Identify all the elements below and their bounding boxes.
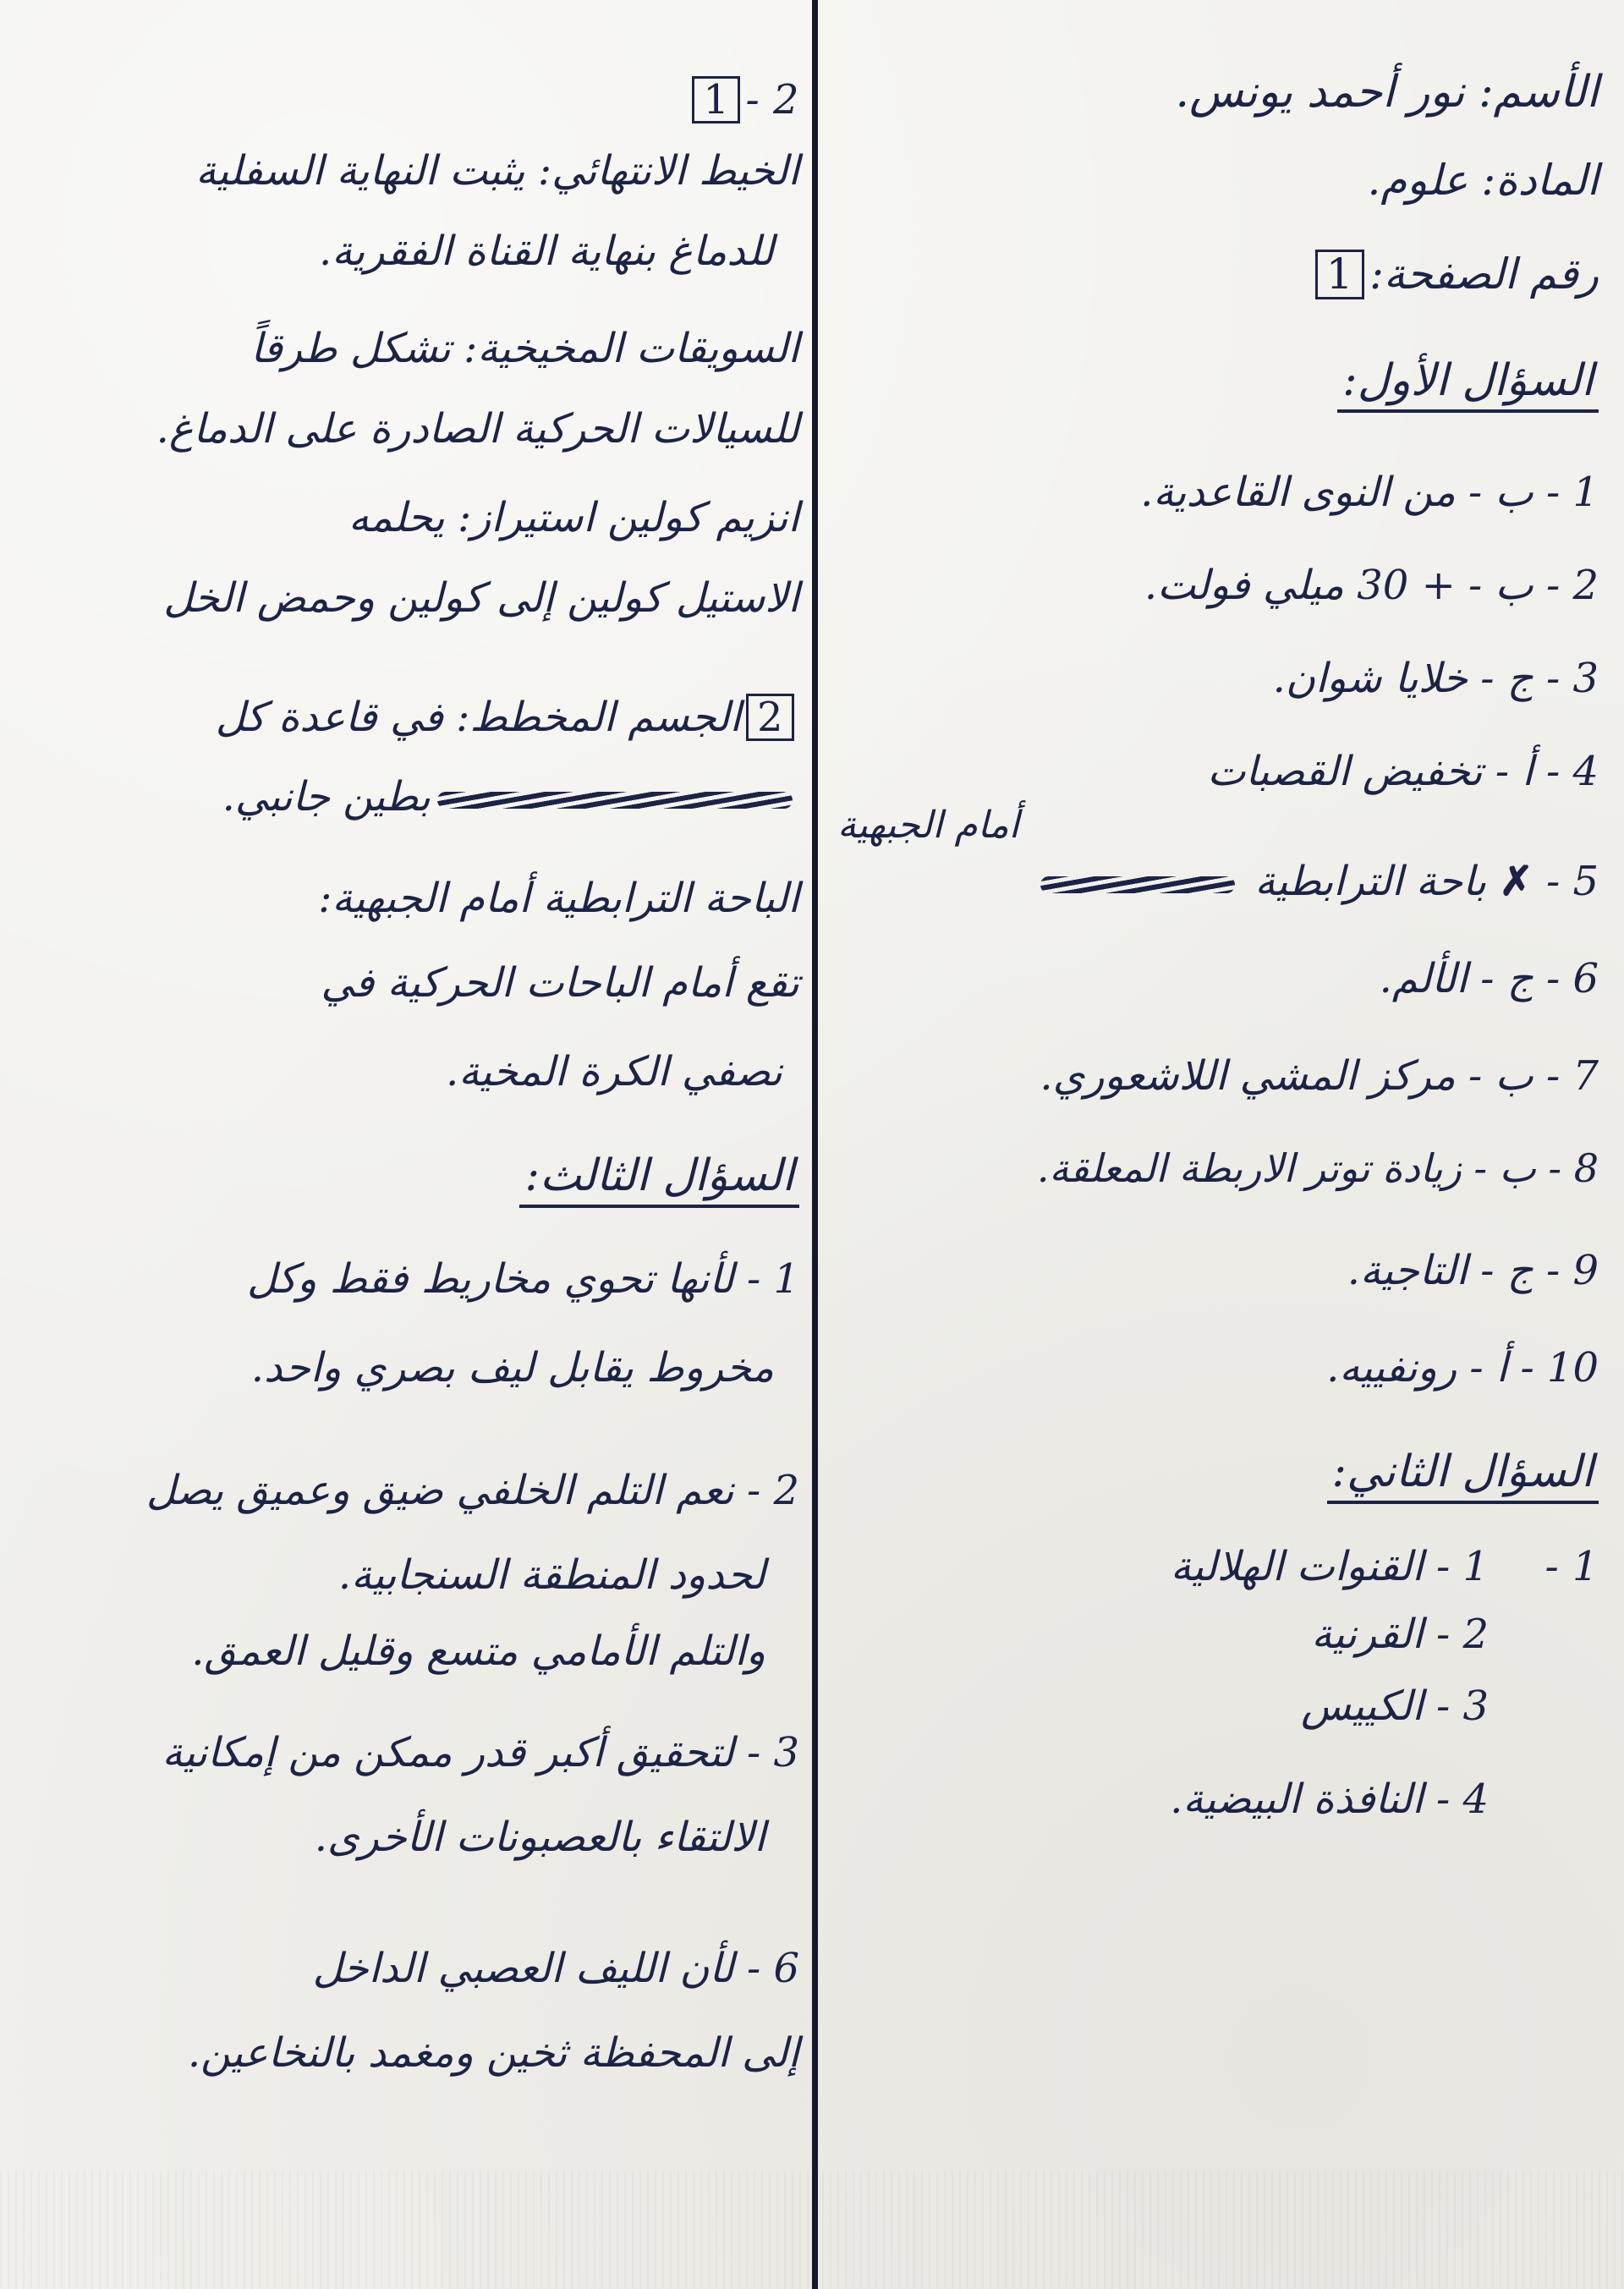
cross-mark-icon: ✗ [1499,858,1533,905]
right-column [833,0,1599,2289]
q1-answer-4: 4 - أ - تخفيض القصبات [1207,748,1599,795]
q3-answer-3-line1: 3 - لتحقيق أكبر قدر ممكن من إمكانية [162,1729,799,1776]
paper-texture [0,2171,1624,2289]
block4-line1: الباحة الترابطية أمام الجبهية: [318,875,799,922]
section-number-box: 1 [692,76,740,124]
q2-number: 1 - [1544,1543,1599,1590]
q1-answer-8: 8 - ب - زيادة توتر الاربطة المعلقة. [1036,1145,1599,1191]
section2-line1 [216,694,799,741]
q1-answer-1: 1 - ب - من النوى القاعدية. [1140,469,1599,516]
q2-item-1: 1 - القنوات الهلالية [1170,1543,1489,1590]
q3-answer-1-line1: 1 - لأنها تحوي مخاريط فقط وكل [247,1255,799,1303]
section2-text: الجسم المخطط: في قاعدة كل [215,694,741,741]
page-number-box: 1 [1315,250,1364,299]
question-1-title: السؤال الأول: [1337,355,1599,413]
section-prefix: 2 - [745,76,799,124]
q3-answer-6-line1: 6 - لأن الليف العصبي الداخل [312,1945,799,1992]
scribble-strikeout [1040,876,1235,893]
column-divider [812,0,818,2289]
question-3-title: السؤال الثالث: [519,1150,799,1208]
page-number-label: رقم الصفحة: [1369,250,1599,299]
q1-answer-9: 9 - ج - التاجية. [1347,1247,1599,1294]
block2-line1: السويقات المخيخية: تشكل طرقاً [250,325,799,372]
q1-answer-2: 2 - ب - + 30 ميلي فولت. [1144,562,1599,609]
q1-answer-7: 7 - ب - مركز المشي اللاشعوري. [1040,1052,1599,1100]
block1-line2: للدماغ بنهاية القناة الفقرية. [318,228,774,275]
q1-answer-5 [1034,859,1599,905]
q1-answer-6: 6 - ج - الألم. [1379,955,1599,1002]
q1-answer-5-text: باحة الترابطية [1254,858,1487,905]
q2-item-4: 4 - النافذة البيضية. [1170,1776,1489,1823]
section2-text-2: بطين جانبي. [222,773,431,821]
q3-answer-2-line2: لحدود المنطقة السنجابية. [337,1551,765,1599]
block3-line1: انزيم كولين استيراز: يحلمه [348,494,799,541]
q3-answer-1-line2: مخروط يقابل ليف بصري واحد. [250,1344,774,1392]
q3-answer-6-line2: إلى المحفظة ثخين ومغمد بالنخاعين. [187,2029,799,2077]
block4-line3: نصفي الكرة المخية. [445,1048,782,1095]
scribble-strikeout-2 [437,792,793,809]
block1-line1: الخيط الانتهائي: يثبت النهاية السفلية [195,147,799,195]
section-header [687,76,799,124]
q3-answer-2-line3: والتلم الأمامي متسع وقليل العمق. [191,1628,765,1675]
q3-answer-2-line1: 2 - نعم التلم الخلفي ضيق وعميق يصل [145,1467,799,1514]
section2-line2 [222,774,799,821]
q2-item-3: 3 - الكييس [1301,1682,1489,1730]
q1-answer-5-number: 5 - [1545,858,1599,905]
subject-line: المادة: علوم. [1367,156,1599,205]
question-2-title: السؤال الثاني: [1327,1446,1599,1504]
section2-number-box: 2 [746,694,794,741]
q2-item-2: 2 - القرنية [1311,1611,1489,1658]
q1-answer-10: 10 - أ - رونفييه. [1326,1344,1599,1392]
q1-answer-5-insertion: أمام الجبهية [837,804,1019,847]
left-column [47,0,799,2289]
q3-answer-3-line2: الالتقاء بالعصبونات الأخرى. [314,1814,765,1861]
block2-line2: للسيالات الحركية الصادرة على الدماغ. [156,405,799,453]
student-name: الأسم: نور أحمد يونس. [1175,67,1599,118]
page-number-line [1310,250,1599,299]
q1-answer-3: 3 - ج - خلايا شوان. [1272,655,1599,702]
block3-line2: الاستيل كولين إلى كولين وحمض الخل [163,574,799,622]
block4-line2: تقع أمام الباحات الحركية في [321,959,799,1007]
